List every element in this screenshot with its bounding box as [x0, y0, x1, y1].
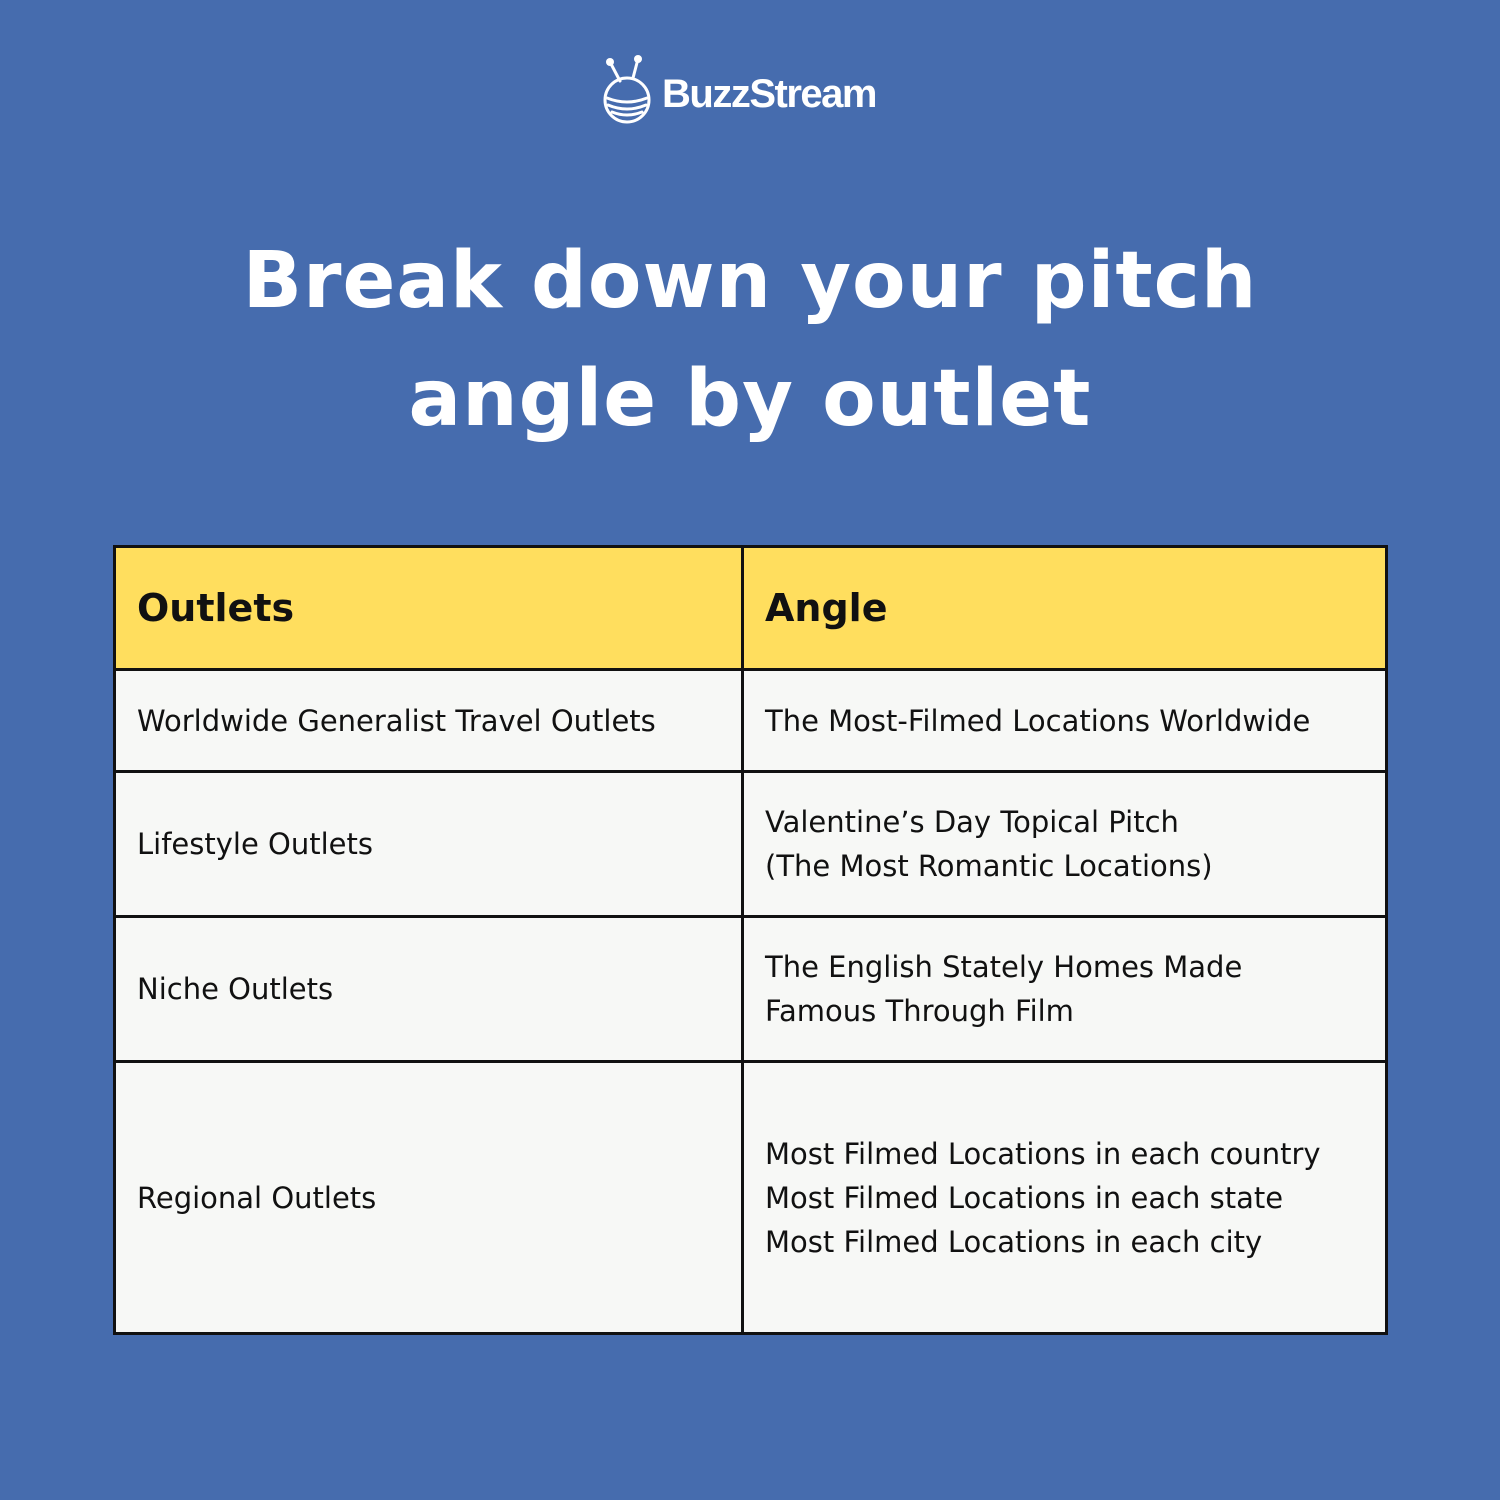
- title-line: angle by outlet: [408, 354, 1092, 444]
- pincushion-icon: [600, 54, 658, 124]
- buzzstream-logo: [600, 54, 876, 124]
- angle-line: Most Filmed Locations in each country: [765, 1136, 1321, 1171]
- table-row: [115, 670, 1387, 772]
- outlet-cell: Worldwide Generalist Travel Outlets: [115, 670, 743, 772]
- angle-cell: [743, 670, 1387, 772]
- table-row: [115, 772, 1387, 917]
- angle-line: The Most-Filmed Locations Worldwide: [765, 703, 1311, 738]
- header-angle: Angle: [743, 547, 1387, 670]
- table-header-row: [115, 547, 1387, 670]
- title-line: Break down your pitch: [242, 236, 1258, 326]
- angle-line: Famous Through Film: [765, 994, 1074, 1028]
- angle-line: Most Filmed Locations in each state: [765, 1180, 1284, 1215]
- outlet-cell: Niche Outlets: [115, 917, 743, 1062]
- table-row: [115, 1062, 1387, 1334]
- angle-line: (The Most Romantic Locations): [765, 849, 1213, 883]
- angle-line: Most Filmed Locations in each city: [765, 1224, 1263, 1259]
- table-row: [115, 917, 1387, 1062]
- outlet-angle-table: [113, 545, 1388, 1335]
- angle-line: The English Stately Homes Made: [765, 950, 1243, 984]
- outlet-cell: Lifestyle Outlets: [115, 772, 743, 917]
- outlet-cell: Regional Outlets: [115, 1062, 743, 1334]
- page-title: [0, 222, 1500, 458]
- angle-cell: [743, 1062, 1387, 1334]
- logo-text: BuzzStream: [662, 71, 876, 116]
- angle-cell: [743, 772, 1387, 917]
- angle-cell: [743, 917, 1387, 1062]
- header-outlets: Outlets: [115, 547, 743, 670]
- angle-line: Valentine’s Day Topical Pitch: [765, 805, 1179, 839]
